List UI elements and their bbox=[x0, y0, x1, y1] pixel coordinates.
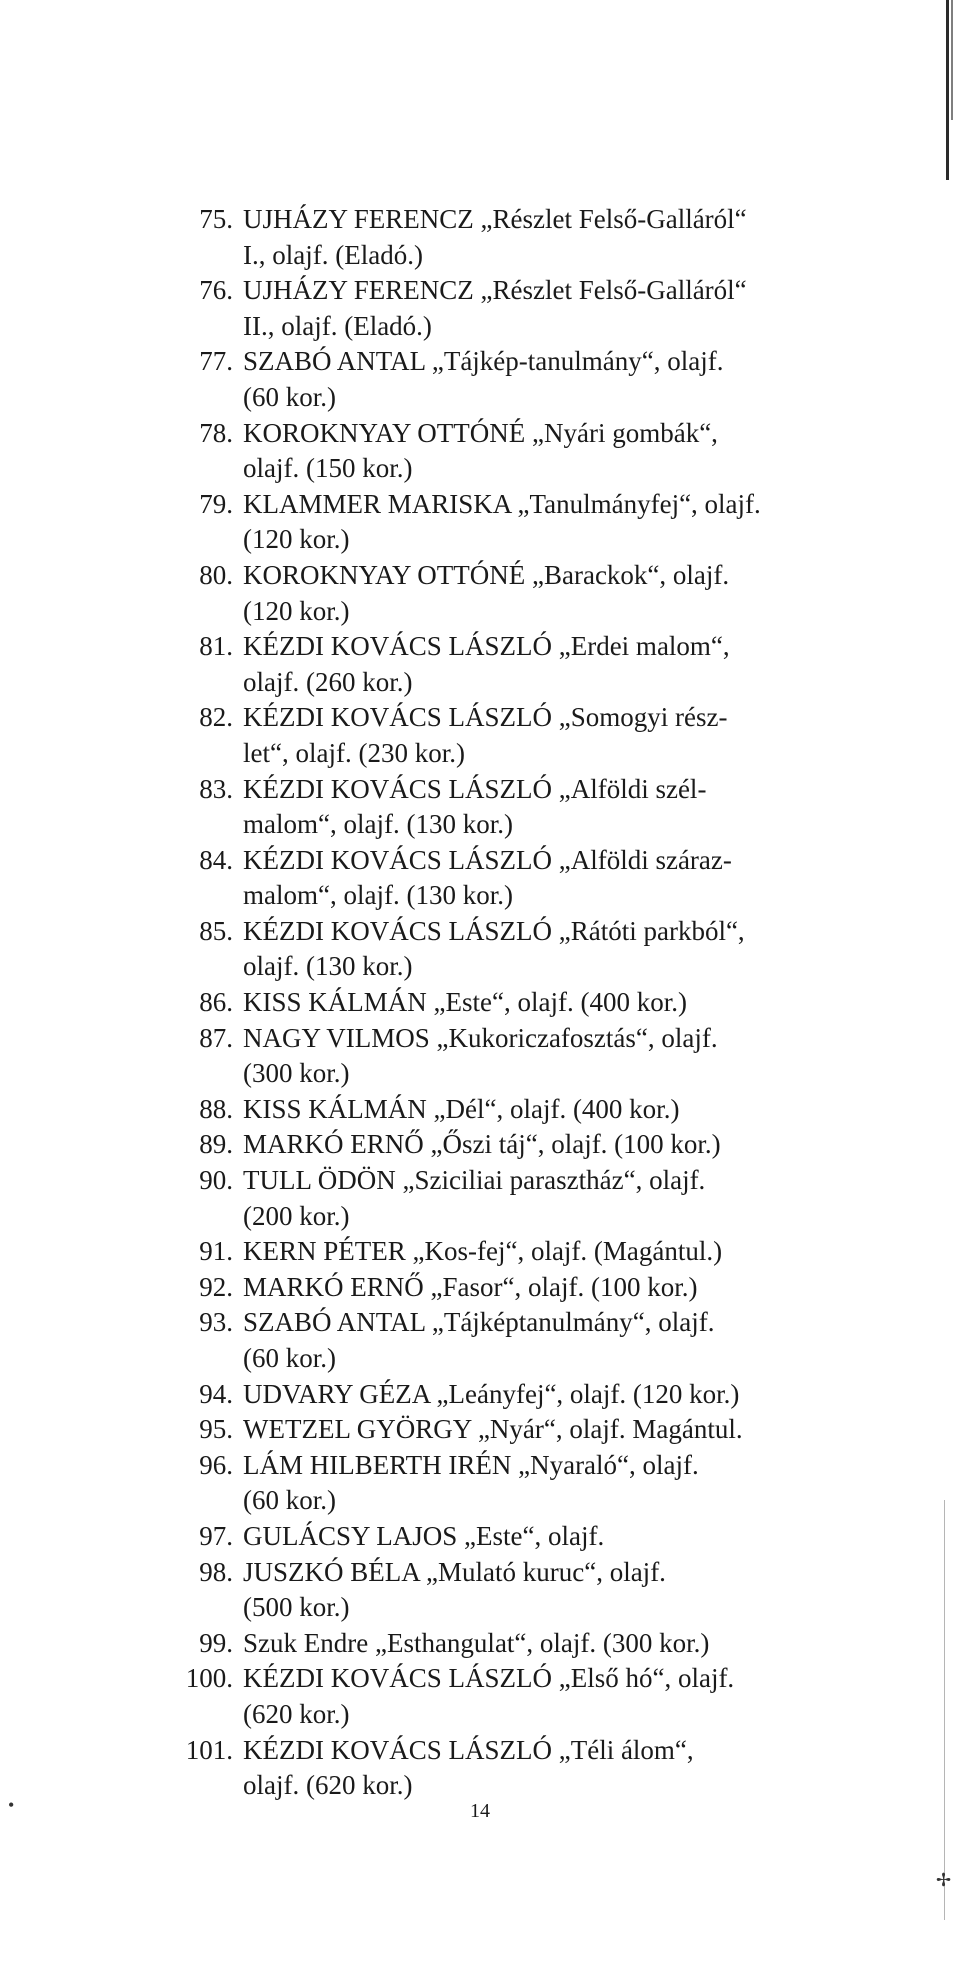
catalog-entry bbox=[199, 1127, 883, 1163]
entry-text-line: UJHÁZY FERENCZ „Részlet Felső-Galláról“ bbox=[243, 275, 747, 306]
entry-number: 90. bbox=[199, 1165, 233, 1196]
catalog-entry bbox=[199, 416, 883, 487]
catalog-entry bbox=[199, 558, 883, 629]
entry-number: 85. bbox=[199, 915, 233, 946]
scan-dot-mark: • bbox=[8, 1795, 15, 1815]
entry-number: 79. bbox=[199, 488, 233, 519]
catalog-entry bbox=[199, 1377, 883, 1413]
entry-number: 99. bbox=[199, 1627, 233, 1658]
catalog-entry bbox=[199, 1270, 883, 1306]
entry-text-line: SZABÓ ANTAL „Tájképtanulmány“, olajf. bbox=[243, 1307, 715, 1338]
entry-text-line: (60 kor.) bbox=[243, 381, 336, 412]
entry-number: 101. bbox=[185, 1734, 233, 1765]
catalog-entry bbox=[199, 772, 883, 843]
entry-number: 78. bbox=[199, 417, 233, 448]
catalog-entry bbox=[199, 1305, 883, 1376]
entry-text-line: (120 kor.) bbox=[243, 524, 350, 555]
entry-text-line: KÉZDI KOVÁCS LÁSZLÓ „Somogyi rész- bbox=[243, 702, 728, 733]
entry-text-line: MARKÓ ERNŐ „Fasor“, olajf. (100 kor.) bbox=[243, 1271, 698, 1302]
catalog-entry bbox=[199, 985, 883, 1021]
entry-number: 98. bbox=[199, 1556, 233, 1587]
entry-text-line: olajf. (620 kor.) bbox=[243, 1770, 413, 1801]
entry-number: 86. bbox=[199, 987, 233, 1018]
entry-number: 100. bbox=[185, 1663, 233, 1694]
entry-text-line: (500 kor.) bbox=[243, 1592, 350, 1623]
entry-text-line: II., olajf. (Eladó.) bbox=[243, 310, 432, 341]
entry-text-line: (120 kor.) bbox=[243, 595, 350, 626]
entry-text-line: olajf. (150 kor.) bbox=[243, 453, 413, 484]
entry-text-line: (200 kor.) bbox=[243, 1200, 350, 1231]
entry-number: 89. bbox=[199, 1129, 233, 1160]
entry-text-line: KÉZDI KOVÁCS LÁSZLÓ „Téli álom“, bbox=[243, 1734, 694, 1765]
entry-text-line: (60 kor.) bbox=[243, 1485, 336, 1516]
catalog-entry bbox=[199, 914, 883, 985]
entry-text-line: KERN PÉTER „Kos-fej“, olajf. (Magántul.) bbox=[243, 1236, 723, 1267]
catalog-entry bbox=[199, 202, 883, 273]
catalog-entry bbox=[199, 1626, 883, 1662]
entry-number: 91. bbox=[199, 1236, 233, 1267]
catalog-entry bbox=[199, 273, 883, 344]
entry-number: 92. bbox=[199, 1271, 233, 1302]
entry-text-line: KISS KÁLMÁN „Este“, olajf. (400 kor.) bbox=[243, 987, 687, 1018]
entry-text-line: I., olajf. (Eladó.) bbox=[243, 239, 423, 270]
catalog-entry bbox=[199, 1021, 883, 1092]
entry-text-line: KISS KÁLMÁN „Dél“, olajf. (400 kor.) bbox=[243, 1093, 680, 1124]
entry-number: 83. bbox=[199, 773, 233, 804]
entry-text-line: KÉZDI KOVÁCS LÁSZLÓ „Rátóti parkból“, bbox=[243, 915, 745, 946]
entry-number: 93. bbox=[199, 1307, 233, 1338]
entry-number: 94. bbox=[199, 1378, 233, 1409]
entry-number: 75. bbox=[199, 204, 233, 234]
catalog-entry bbox=[199, 843, 883, 914]
scan-dot-mark: ✢ bbox=[936, 1870, 952, 1890]
catalog-entry bbox=[199, 629, 883, 700]
catalog-entry bbox=[199, 487, 883, 558]
entry-text-line: olajf. (130 kor.) bbox=[243, 951, 413, 982]
entry-text-line: malom“, olajf. (130 kor.) bbox=[243, 809, 513, 840]
catalog-entry bbox=[199, 344, 883, 415]
entry-text-line: MARKÓ ERNŐ „Őszi táj“, olajf. (100 kor.) bbox=[243, 1129, 721, 1160]
entry-number: 97. bbox=[199, 1520, 233, 1551]
entry-text-line: malom“, olajf. (130 kor.) bbox=[243, 880, 513, 911]
entry-text-line: NAGY VILMOS „Kukoriczafosztás“, olajf. bbox=[243, 1022, 718, 1053]
entry-number: 76. bbox=[199, 275, 233, 306]
catalog-entry bbox=[199, 1234, 883, 1270]
entry-text-line: KOROKNYAY OTTÓNÉ „Barackok“, olajf. bbox=[243, 559, 730, 590]
catalog-entry bbox=[199, 700, 883, 771]
catalog-entry bbox=[199, 1448, 883, 1519]
catalog-entry bbox=[199, 1092, 883, 1128]
entry-text-line: GULÁCSY LAJOS „Este“, olajf. bbox=[243, 1520, 605, 1551]
entry-text-line: UDVARY GÉZA „Leányfej“, olajf. (120 kor.) bbox=[243, 1378, 740, 1409]
entry-number: 87. bbox=[199, 1022, 233, 1053]
entry-text-line: KÉZDI KOVÁCS LÁSZLÓ „Alföldi száraz- bbox=[243, 844, 732, 875]
entry-text-line: KOROKNYAY OTTÓNÉ „Nyári gombák“, bbox=[243, 417, 718, 448]
catalog-list bbox=[185, 202, 883, 1804]
entry-number: 96. bbox=[199, 1449, 233, 1480]
entry-number: 80. bbox=[199, 559, 233, 590]
entry-number: 82. bbox=[199, 702, 233, 733]
entry-text-line: (60 kor.) bbox=[243, 1343, 336, 1373]
entry-text-line: KÉZDI KOVÁCS LÁSZLÓ „Alföldi szél- bbox=[243, 773, 707, 804]
entry-text-line: TULL ÖDÖN „Sziciliai parasztház“, olajf. bbox=[243, 1165, 706, 1196]
catalog-entry bbox=[199, 1163, 883, 1234]
entry-text-line: Szuk Endre „Esthangulat“, olajf. (300 kor.) bbox=[243, 1627, 710, 1658]
entry-text-line: KÉZDI KOVÁCS LÁSZLÓ „Erdei malom“, bbox=[243, 631, 730, 662]
scan-edge-line bbox=[944, 1500, 945, 1920]
entry-number: 84. bbox=[199, 844, 233, 875]
entry-text-line: KLAMMER MARISKA „Tanulmányfej“, olajf. bbox=[243, 488, 761, 519]
entry-text-line: (620 kor.) bbox=[243, 1698, 350, 1729]
entry-text-line: UJHÁZY FERENCZ „Részlet Felső-Galláról“ bbox=[243, 204, 747, 234]
catalog-entry bbox=[185, 1733, 883, 1804]
entry-number: 77. bbox=[199, 346, 233, 377]
entry-number: 88. bbox=[199, 1093, 233, 1124]
catalog-entry bbox=[199, 1412, 883, 1448]
catalog-entry bbox=[199, 1519, 883, 1555]
scan-edge-line bbox=[946, 0, 949, 180]
entry-text-line: JUSZKÓ BÉLA „Mulató kuruc“, olajf. bbox=[243, 1556, 666, 1587]
page-number: 14 bbox=[470, 1800, 490, 1822]
entry-text-line: LÁM HILBERTH IRÉN „Nyaraló“, olajf. bbox=[243, 1449, 699, 1480]
scan-edge-line bbox=[951, 0, 953, 120]
catalog-entry bbox=[185, 1661, 883, 1732]
entry-text-line: olajf. (260 kor.) bbox=[243, 666, 413, 697]
catalog-entry bbox=[199, 1555, 883, 1626]
entry-text-line: SZABÓ ANTAL „Tájkép-tanulmány“, olajf. bbox=[243, 346, 724, 377]
entry-text-line: KÉZDI KOVÁCS LÁSZLÓ „Első hó“, olajf. bbox=[243, 1663, 735, 1694]
entry-text-line: WETZEL GYÖRGY „Nyár“, olajf. Magántul. bbox=[243, 1414, 743, 1445]
entry-number: 81. bbox=[199, 631, 233, 662]
entry-number: 95. bbox=[199, 1414, 233, 1445]
entry-text-line: let“, olajf. (230 kor.) bbox=[243, 737, 465, 768]
entry-text-line: (300 kor.) bbox=[243, 1058, 350, 1089]
